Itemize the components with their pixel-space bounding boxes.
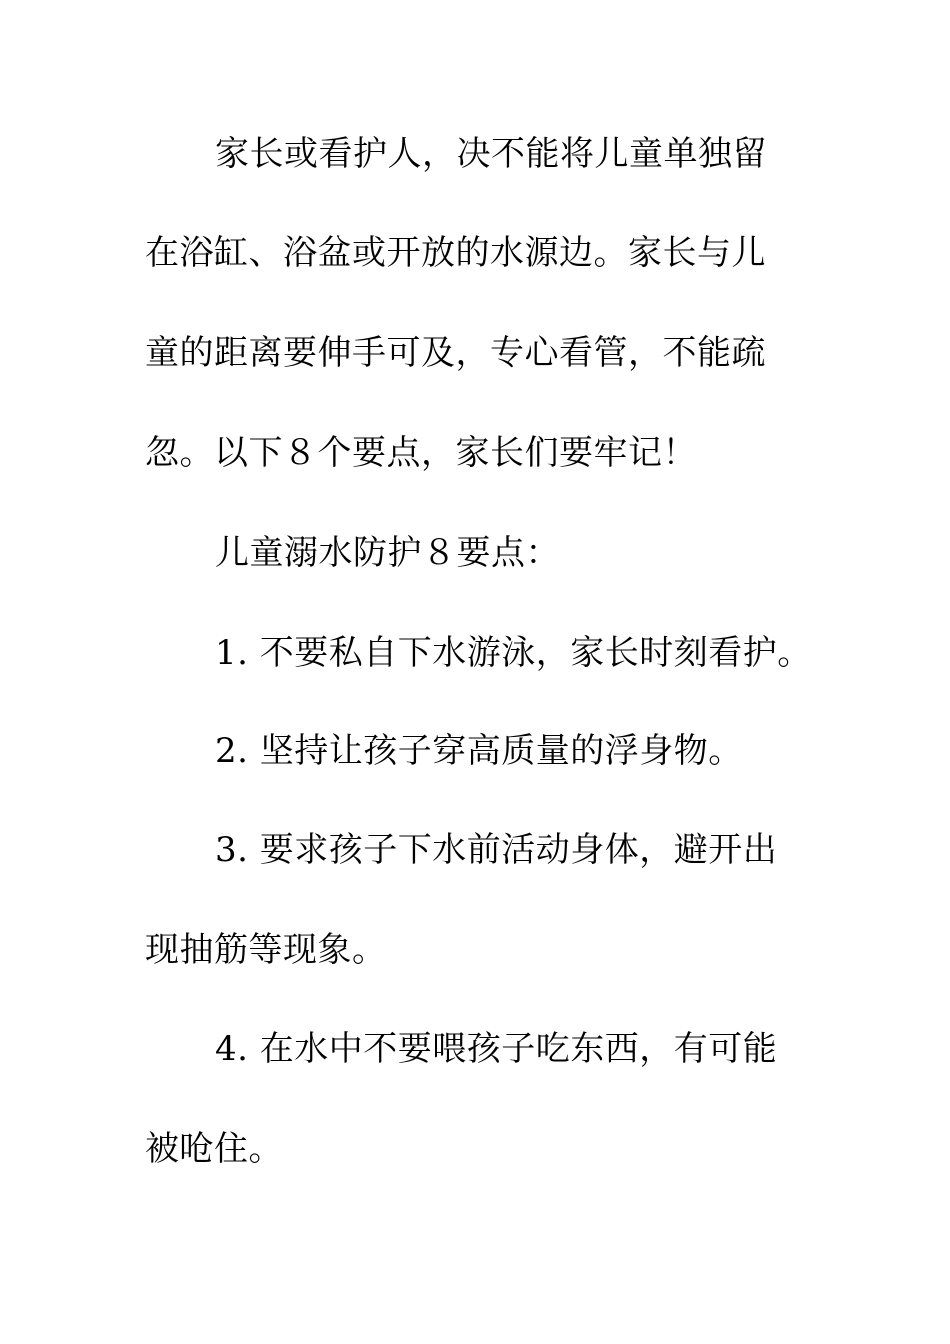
list-item-3-line-1: 3. 要求孩子下水前活动身体，避开出 [215, 830, 778, 870]
list-item-4-line-2: 被呛住。 [145, 1129, 283, 1169]
list-item-3-line-2: 现抽筋等现象。 [145, 930, 387, 970]
paragraph-intro-line-4: 忽。以下８个要点，家长们要牢记！ [145, 433, 697, 473]
paragraph-intro-line-3: 童的距离要伸手可及，专心看管，不能疏 [145, 333, 766, 373]
paragraph-intro-line-1: 家长或看护人，决不能将儿童单独留 [215, 134, 767, 174]
list-item-1: 1. 不要私自下水游泳，家长时刻看护。 [215, 633, 812, 673]
list-item-4-line-1: 4. 在水中不要喂孩子吃东西，有可能 [215, 1029, 778, 1069]
list-item-2: 2. 坚持让孩子穿高质量的浮身物。 [215, 731, 743, 771]
section-heading: 儿童溺水防护８要点： [215, 533, 560, 573]
paragraph-intro-line-2: 在浴缸、浴盆或开放的水源边。家长与儿 [145, 233, 766, 273]
